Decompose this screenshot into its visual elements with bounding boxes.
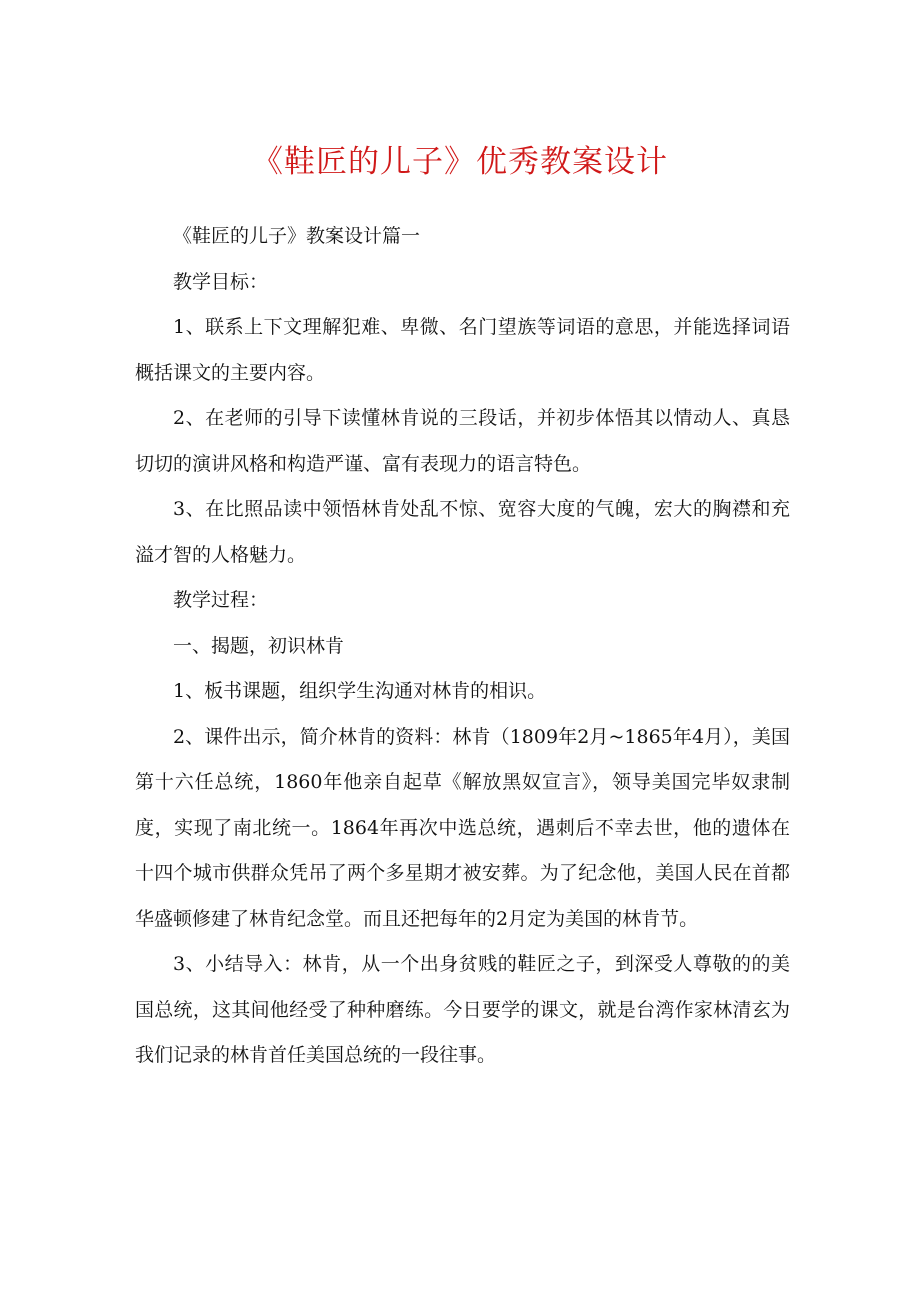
teaching-goals-heading: 教学目标： — [173, 270, 269, 293]
document-body — [135, 214, 790, 1079]
process-step-heading-1: 一、揭题，初识林肯 — [173, 634, 345, 657]
goal-item-2: 2、在老师的引导下读懂林肯说的三段话，并初步体悟其以情动人、真恳切切的演讲风格和构造严谨、富有表现力的语言特色。 — [135, 407, 790, 475]
goal-item-3: 3、在比照品读中领悟林肯处乱不惊、宽容大度的气魄，宏大的胸襟和充溢才智的人格魅力。 — [135, 498, 790, 566]
process-item-1: 1、板书课题，组织学生沟通对林肯的相识。 — [173, 680, 547, 702]
document-title: 《鞋匠的儿子》优秀教案设计 — [252, 144, 668, 180]
process-item-3: 3、小结导入：林肯，从一个出身贫贱的鞋匠之子，到深受人尊敬的的美国总统，这其间他经受了种种磨练。今日要学的课文，就是台湾作家林清玄为我们记录的林肯首任美国总统的一段往事。 — [135, 953, 790, 1066]
teaching-process-heading: 教学过程： — [173, 589, 269, 611]
goal-item-1: 1、联系上下文理解犯难、卑微、名门望族等词语的意思，并能选择词语概括课文的主要内容。 — [135, 316, 790, 384]
section-heading: 《鞋匠的儿子》教案设计篇一 — [173, 225, 421, 247]
process-item-2: 2、课件出示，简介林肯的资料：林肯（1809年2月~1865年4月），美国第十六任总统，1860年他亲自起草《解放黑奴宣言》，领导美国完毕奴隶制度，实现了南北统一。1864年再次中选总统，遇刺后不幸去世，他的遗体在十四个城市供群众凭吊了两个多星期才被安葬。为了纪念他，美国人民在首都华盛顿修建了林肯纪念堂。而且还把每年的2月定为美国的林肯节。 — [135, 725, 790, 930]
